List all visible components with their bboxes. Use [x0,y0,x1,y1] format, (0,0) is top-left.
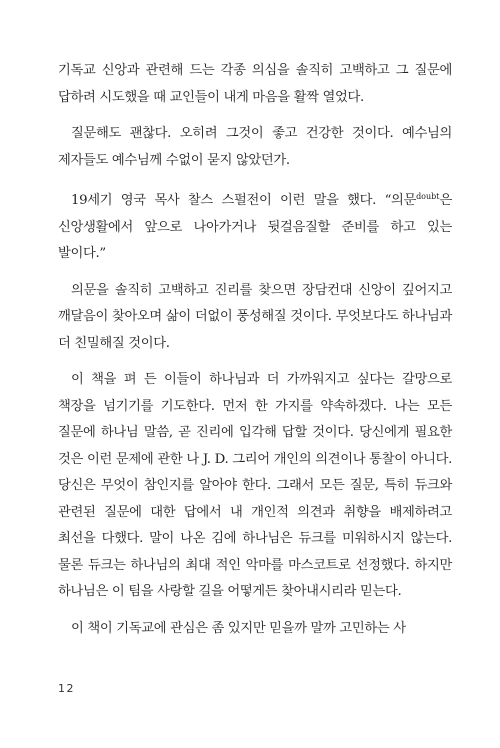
body-text [58,58,452,652]
quote-superscript: doubt [416,192,440,201]
quote-lead: 19세기 영국 목사 찰스 스펄전이 이런 말을 했다. “의문 [71,193,417,208]
paragraph-spurgeon-quote [58,184,452,268]
quote-rest: 은 신앙생활에서 앞으로 나아가거나 뒷걸음질할 준비를 하고 있는 발이다.” [58,193,452,261]
paragraph-book-purpose: 이 책을 펴 든 이들이 하나님과 더 가까워지고 싶다는 갈망으로 책장을 넘기기를 기도한다. 먼저 한 가지를 약속하겠다. 나는 모든 질문에 하나님 말씀, 곧 진리에 입각해 답할 것이다. 당신에게 필요한 것은 이런 문제에 관한 나 J. D. 그리어 개인의 의견이나 통찰이 아니다. 당신은 무엇이 참인지를 알아야 한다. 그래서 모든 질문, 특히 듀크와 관련된 질문에 대한 답에서 내 개인적 의견과 취향을 배제하려고 최선을 다했다. 말이 나온 김에 하나님은 듀크를 미워하시지 않는다. 물론 듀크는 하나님의 최대 적인 악마를 마스코트로 선정했다. 하지만 하나님은 이 팀을 사랑할 길을 어떻게든 찾아내시리라 믿는다. [58,372,452,599]
paragraph-questions-ok: 질문해도 괜찮다. 오히려 그것이 좋고 건강한 것이다. 예수님의 제자들도 예수님께 수없이 묻지 않았던가. [58,126,452,168]
paragraph-honest-doubt: 의문을 솔직히 고백하고 진리를 찾으면 장담컨대 신앙이 깊어지고 깨달음이 찾아오며 삶이 더없이 풍성해질 것이다. 무엇보다도 하나님과 더 친밀해질 것이다. [58,282,452,351]
page-number: 12 [58,682,75,695]
paragraph-closing: 이 책이 기독교에 관심은 좀 있지만 믿을까 말까 고민하는 사 [71,620,406,636]
paragraph-opening: 기독교 신앙과 관련해 드는 각종 의심을 솔직히 고백하고 그 질문에 답하려 시도했을 때 교인들이 내게 마음을 활짝 열었다. [58,63,452,105]
